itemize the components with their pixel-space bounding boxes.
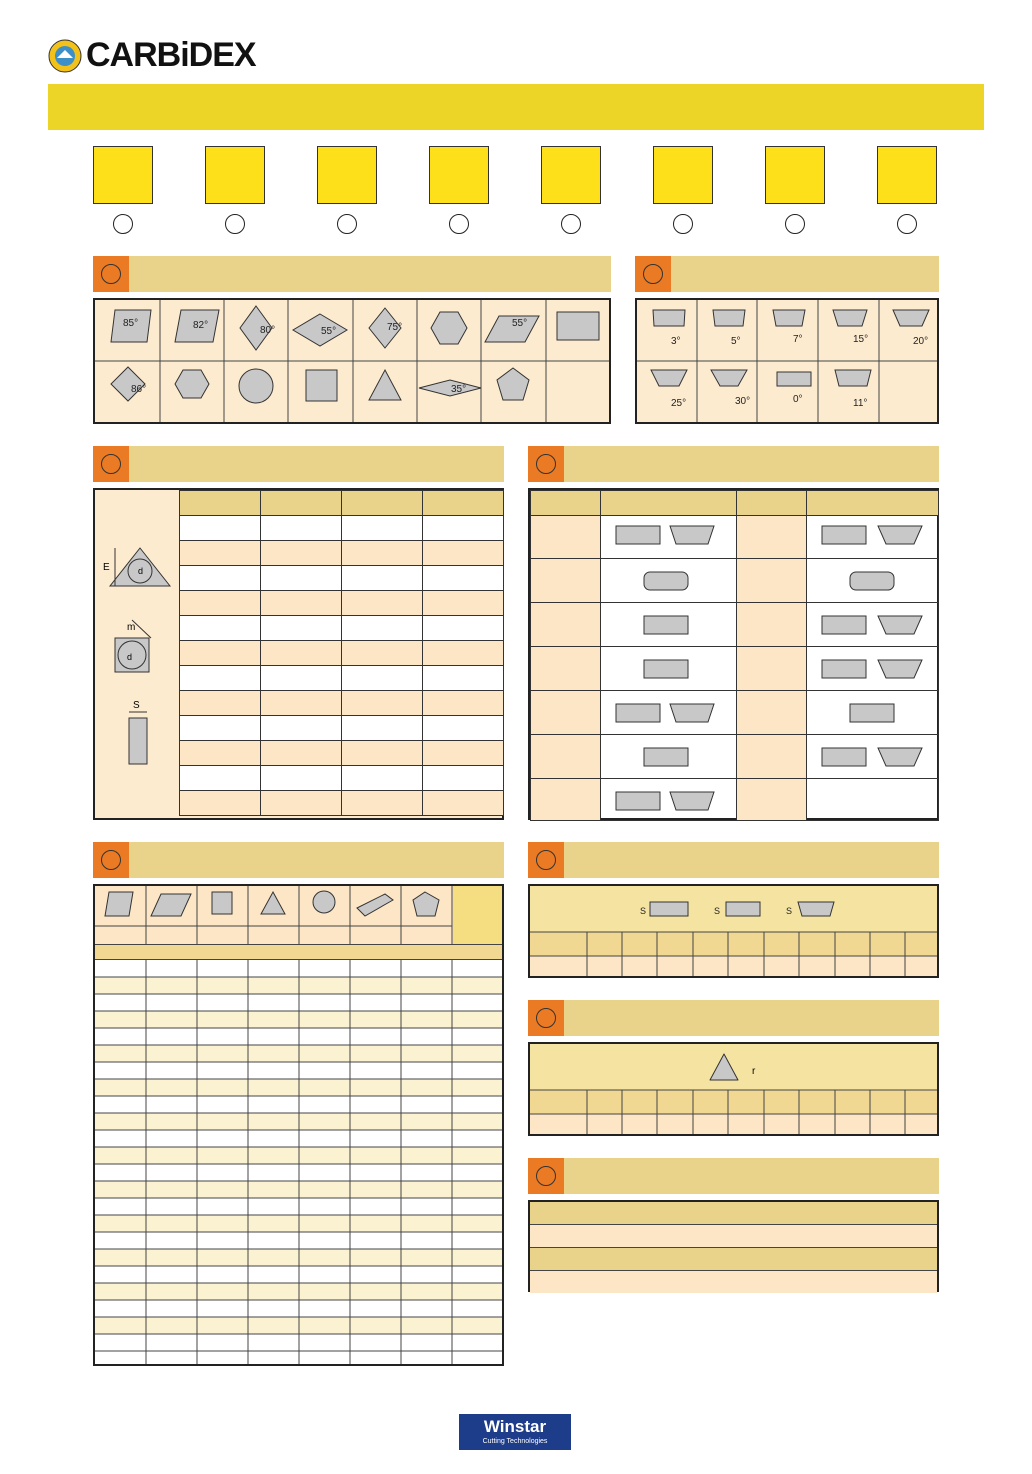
position-marker-8 — [897, 214, 917, 234]
code-box-1 — [93, 146, 153, 204]
tolerance-table — [179, 490, 504, 816]
corner-radius-table — [530, 1044, 937, 1134]
footer-logo — [459, 1414, 571, 1450]
clearance-label: 25° — [671, 398, 687, 409]
thickness-table — [530, 886, 937, 976]
angle-label: 82° — [193, 320, 209, 331]
dim-d2: d — [127, 652, 133, 662]
dim-S: S — [133, 700, 140, 711]
brand-name: CARBiDEX — [86, 36, 256, 74]
clearance-label: 7° — [793, 334, 803, 345]
size-header — [95, 886, 502, 944]
clearance-label: 0° — [793, 394, 803, 405]
dim-E: E — [103, 562, 110, 573]
section-chipbreaker — [528, 1158, 939, 1194]
code-box-7 — [765, 146, 825, 204]
brand-logo — [48, 36, 256, 75]
position-marker-7 — [785, 214, 805, 234]
code-box-6 — [653, 146, 713, 204]
angle-label: 35° — [451, 384, 467, 395]
footer-brand: Winstar — [483, 1417, 547, 1436]
section-clearance-angle — [635, 256, 939, 292]
chipbreaker-row-1 — [530, 1202, 937, 1225]
radius-r-label: r — [752, 1066, 756, 1077]
insert-type-panel — [528, 488, 939, 820]
code-box-5 — [541, 146, 601, 204]
size-panel — [93, 884, 504, 1366]
insert-shape-panel — [93, 298, 611, 424]
chipbreaker-panel — [528, 1200, 939, 1292]
position-marker-2 — [225, 214, 245, 234]
angle-label: 85° — [123, 318, 139, 329]
corner-radius-panel — [528, 1042, 939, 1136]
dim-m: m — [127, 622, 136, 633]
dim-d: d — [138, 566, 144, 576]
code-position-row — [93, 146, 943, 236]
chipbreaker-row-3 — [530, 1248, 937, 1271]
section-insert-shape — [93, 256, 611, 292]
clearance-label: 20° — [913, 336, 929, 347]
code-box-4 — [429, 146, 489, 204]
clearance-grid — [637, 300, 937, 422]
size-rows — [95, 960, 502, 1364]
section-tolerance — [93, 446, 504, 482]
clearance-label: 3° — [671, 336, 681, 347]
clearance-label: 5° — [731, 336, 741, 347]
title-bar — [48, 84, 984, 130]
angle-label: 80° — [260, 325, 276, 336]
thickness-s-label: S — [640, 906, 647, 916]
insert-type-shapes — [530, 490, 939, 820]
position-marker-6 — [673, 214, 693, 234]
thickness-panel — [528, 884, 939, 978]
section-thickness — [528, 842, 939, 878]
thickness-s-label: S — [786, 906, 793, 916]
section-corner-radius — [528, 1000, 939, 1036]
chipbreaker-row-2 — [530, 1225, 937, 1248]
footer-tagline: Cutting Technologies — [482, 1438, 548, 1445]
section-insert-type — [528, 446, 939, 482]
insert-shape-grid — [95, 300, 609, 422]
tolerance-panel — [93, 488, 504, 820]
thickness-s-label: S — [714, 906, 721, 916]
angle-label: 55° — [321, 326, 337, 337]
chipbreaker-row-4 — [530, 1271, 937, 1293]
position-marker-1 — [113, 214, 133, 234]
tolerance-diagram — [95, 490, 181, 818]
code-box-3 — [317, 146, 377, 204]
code-box-8 — [877, 146, 937, 204]
angle-label: 86° — [131, 384, 147, 395]
section-size — [93, 842, 504, 878]
size-subheader — [95, 944, 502, 960]
angle-label: 75° — [387, 322, 403, 333]
clearance-label: 15° — [853, 334, 869, 345]
clearance-label: 30° — [735, 396, 751, 407]
clearance-label: 11° — [853, 398, 868, 409]
clearance-angle-panel — [635, 298, 939, 424]
position-marker-3 — [337, 214, 357, 234]
shark-emblem-icon — [48, 39, 82, 73]
code-box-2 — [205, 146, 265, 204]
position-marker-4 — [449, 214, 469, 234]
angle-label: 55° — [512, 318, 528, 329]
position-marker-5 — [561, 214, 581, 234]
